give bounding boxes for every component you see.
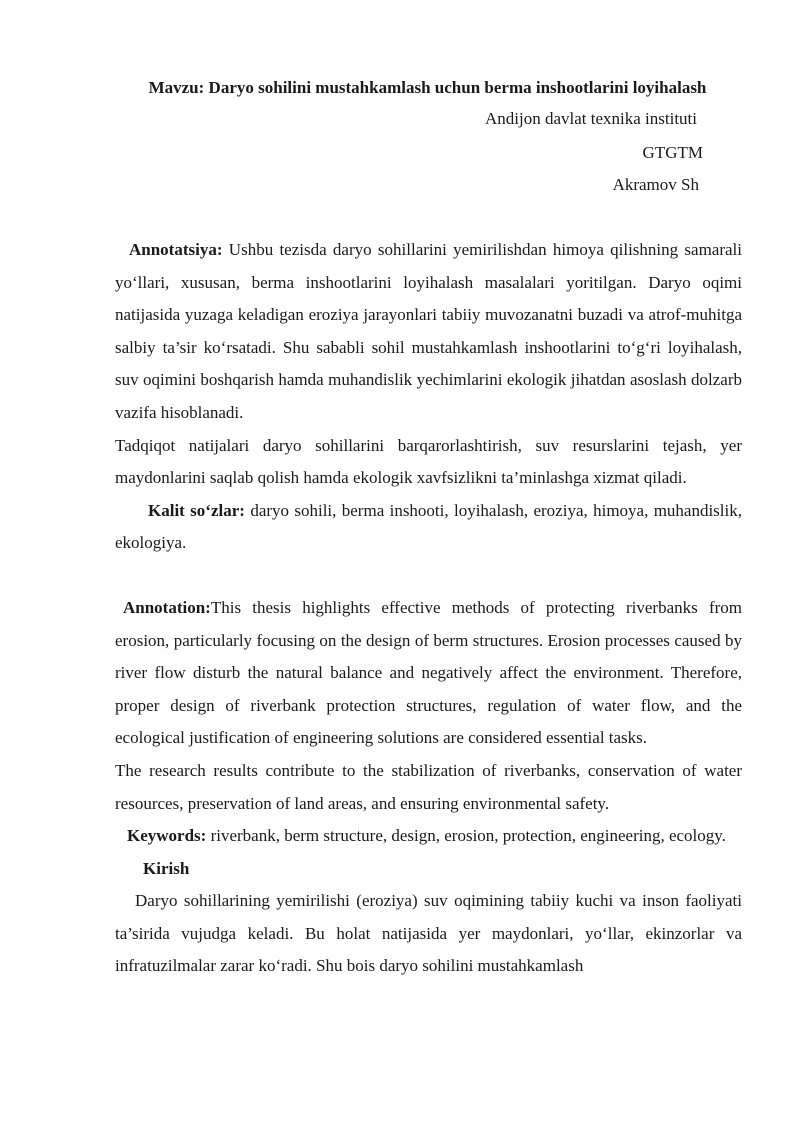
keywords-label: Keywords: — [127, 826, 207, 846]
annotatsiya-text: Ushbu tezisda daryo sohillarini yemirilishdan himoya qilishning samarali yo‘llari, xususan, berma inshootlarini loyihalash masalalari yoritilgan. Daryo oqimi natijasida yuzaga keladigan eroziya jarayonlari tabiiy muvozanatni buzadi va atrof-muhitga salbiy ta’sir ko‘rsatadi. Shu sababli sohil mustahkamlash inshootlarini to‘g‘ri loyihalash, suv oqimini boshqarish hamda muhandislik yechimlarini ekologik jihatdan asoslash dolzarb vazifa hisoblanadi. — [115, 240, 742, 422]
section-spacer — [115, 560, 742, 592]
annotatsiya-label: Annotatsiya: — [129, 240, 223, 259]
department: GTGTM — [642, 143, 703, 162]
annotatsiya-paragraph — [115, 234, 742, 430]
annotation-paragraph-2: The research results contribute to the stabilization of riverbanks, conservation of water resources, preservation of land areas, and ensuring environmental safety. — [115, 760, 742, 813]
annotation-text: This thesis highlights effective methods of protecting riverbanks from erosion, particularly focusing on the design of berm structures. Erosion processes caused by river flow disturb the natural balance and negatively affect the environment. Therefore, proper design of riverbank protection structures, regulation of water flow, and the ecological justification of engineering solutions are considered essential tasks. — [115, 597, 742, 748]
author: Akramov Sh — [612, 175, 699, 194]
kalit-label: Kalit so‘zlar: — [148, 500, 245, 520]
kalit-text: daryo sohili, berma inshooti, loyihalash, eroziya, himoya, muhandislik, ekologiya. — [115, 500, 742, 553]
annotatsiya-paragraph-2: Tadqiqot natijalari daryo sohillarini barqarorlashtirish, suv resurslarini tejash, yer maydonlarini saqlab qolish hamda ekologik xavfsizlikni ta’minlashga xizmat qiladi. — [115, 435, 742, 488]
kalit-paragraph — [115, 495, 742, 560]
page-title: Mavzu: Daryo sohilini mustahkamlash uchun berma inshootlarini loyihalash — [148, 78, 707, 97]
section-heading: Kirish — [143, 858, 190, 878]
kirish-paragraph: Daryo sohillarining yemirilishi (eroziya) suv oqimining tabiiy kuchi va inson faoliyati ta’sirida vujudga keladi. Bu holat natijasida yer maydonlari, yo‘llar, ekinzorlar va infratuzilmalar zarar ko‘radi. Shu bois daryo sohilini mustahkamlash — [115, 891, 742, 976]
annotation-paragraph — [115, 592, 742, 755]
keywords-paragraph — [115, 820, 742, 853]
keywords-text: riverbank, berm structure, design, erosion, protection, engineering, ecology. — [210, 826, 726, 846]
document-body — [115, 234, 742, 983]
institution: Andijon davlat texnika instituti — [484, 109, 697, 128]
annotation-label: Annotation: — [123, 597, 211, 617]
kirish-heading-line — [115, 853, 742, 886]
